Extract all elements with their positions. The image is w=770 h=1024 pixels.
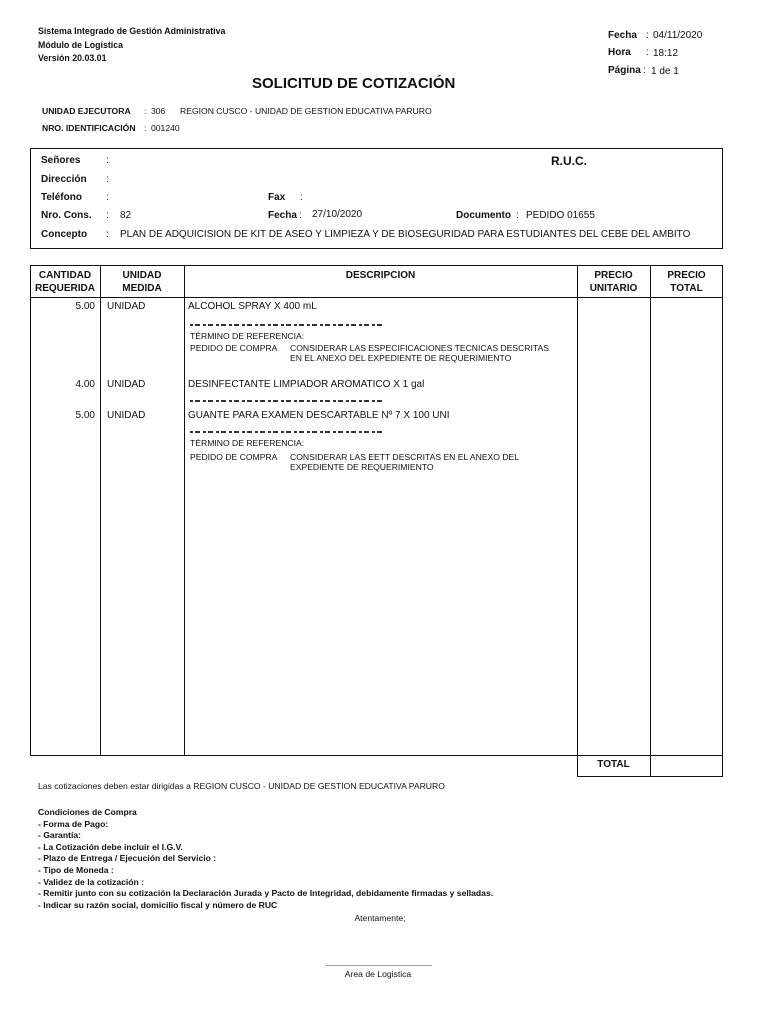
nro-identificacion-label: NRO. IDENTIFICACIÓN <box>42 123 136 133</box>
field-separator: : <box>106 229 109 240</box>
total-label: TOTAL <box>597 759 630 770</box>
nro-identificacion-value: 001240 <box>151 123 180 133</box>
column-header-line: PRECIO <box>667 270 706 281</box>
clipped-text-fragment <box>190 400 383 402</box>
addressed-to-note: Las cotizaciones deben estar dirigidas a REGION CUSCO - UNIDAD DE GESTION EDUCATIVA PARURO <box>38 781 445 791</box>
column-header-unidad <box>100 265 184 297</box>
item-note-text: CONSIDERAR LAS ESPECIFICACIONES TECNICAS DESCRITAS <box>290 343 549 353</box>
item-note-label: PEDIDO DE COMPRA <box>190 452 278 462</box>
item-unit: UNIDAD <box>107 410 146 421</box>
column-header-precio-total <box>650 265 723 297</box>
signature-label: Area de Logistica <box>344 969 412 979</box>
item-description: GUANTE PARA EXAMEN DESCARTABLE Nº 7 X 100 UNI <box>188 410 450 421</box>
condition-item: - Validez de la cotización : <box>38 876 145 887</box>
fax-label: Fax <box>268 192 286 203</box>
field-separator: : <box>516 210 519 221</box>
condition-item: - La Cotización debe incluir el I.G.V. <box>38 841 183 852</box>
nro-cons-value: 82 <box>120 210 132 221</box>
item-note-title: TÉRMINO DE REFERENCIA: <box>190 438 305 448</box>
condition-item: - Tipo de Moneda : <box>38 864 114 875</box>
item-unit: UNIDAD <box>107 379 146 390</box>
meta-separator: : <box>643 65 646 76</box>
field-separator: : <box>300 192 303 203</box>
meta-time-value: 18:12 <box>653 48 679 59</box>
documento-label: Documento <box>456 210 511 221</box>
condition-item: - Remitir junto con su cotización la Declaración Jurada y Pacto de Integridad, debidamente firmadas y selladas. <box>38 888 494 899</box>
item-note-title: TÉRMINO DE REFERENCIA: <box>190 331 305 341</box>
item-note-text: CONSIDERAR LAS EETT DESCRITAS EN EL ANEXO DEL <box>290 452 520 462</box>
column-header-precio-unitario <box>577 265 650 297</box>
condition-item: - Indicar su razón social, domicilio fiscal y número de RUC <box>38 899 278 910</box>
column-header-line: TOTAL <box>670 283 703 294</box>
clipped-text-fragment <box>190 324 383 326</box>
column-header-line: CANTIDAD <box>38 270 92 281</box>
condition-item: - Forma de Pago: <box>38 818 109 829</box>
concepto-value: PLAN DE ADQUICISION DE KIT DE ASEO Y LIMPIEZA Y DE BIOSEGURIDAD PARA ESTUDIANTES DEL CEBE DEL AMBITO <box>120 229 691 240</box>
clipped-text-fragment <box>190 431 383 433</box>
condition-item: - Plazo de Entrega / Ejecución del Servicio : <box>38 853 217 864</box>
ruc-label: R.U.C. <box>551 154 587 168</box>
item-note-text: EXPEDIENTE DE REQUERIMIENTO <box>290 462 434 472</box>
unidad-ejecutora-label: UNIDAD EJECUTORA <box>42 106 131 116</box>
column-divider <box>577 265 578 776</box>
conditions-title: Condiciones de Compra <box>38 807 137 817</box>
unidad-ejecutora-code: 306 <box>151 106 166 116</box>
column-header-line: UNITARIO <box>589 283 638 294</box>
version-label: Versión 20.03.01 <box>38 53 107 63</box>
field-separator: : <box>106 174 109 185</box>
column-header-line: UNIDAD <box>122 270 162 281</box>
document-title: SOLICITUD DE COTIZACIÓN <box>252 75 456 92</box>
field-separator: : <box>299 210 302 221</box>
module-name: Módulo de Logística <box>38 40 124 50</box>
condition-item: - Garantía: <box>38 830 81 841</box>
item-note-text: EN EL ANEXO DEL EXPEDIENTE DE REQUERIMIENTO <box>290 353 512 363</box>
senores-label: Señores <box>41 155 81 166</box>
column-header-line: DESCRIPCION <box>345 270 416 281</box>
item-quantity: 4.00 <box>75 379 95 390</box>
meta-separator: : <box>646 30 649 41</box>
fecha-label: Fecha <box>268 210 297 221</box>
meta-separator: : <box>646 47 649 58</box>
column-header-line: REQUERIDA <box>34 283 95 294</box>
item-description: ALCOHOL SPRAY X 400 mL <box>188 301 317 312</box>
item-unit: UNIDAD <box>107 301 146 312</box>
system-name: Sistema Integrado de Gestión Administrativa <box>38 26 226 36</box>
column-header-line: PRECIO <box>594 270 633 281</box>
meta-date-label: Fecha <box>608 30 637 41</box>
signature-line <box>326 965 432 966</box>
table-row <box>30 297 577 375</box>
documento-value: PEDIDO 01655 <box>526 210 595 221</box>
field-separator: : <box>144 106 147 116</box>
field-separator: : <box>106 192 109 203</box>
unidad-ejecutora-name: REGION CUSCO - UNIDAD DE GESTION EDUCATIVA PARURO <box>180 106 432 116</box>
field-separator: : <box>106 155 109 166</box>
field-separator: : <box>144 123 147 133</box>
field-separator: : <box>106 210 109 221</box>
concepto-label: Concepto <box>41 229 88 240</box>
telefono-label: Teléfono <box>41 192 82 203</box>
nro-cons-label: Nro. Cons. <box>41 210 92 221</box>
column-divider <box>650 265 651 776</box>
table-row <box>30 406 577 755</box>
item-description: DESINFECTANTE LIMPIADOR AROMATICO X 1 gal <box>188 379 425 390</box>
meta-date-value: 04/11/2020 <box>653 30 703 41</box>
fecha-value: 27/10/2020 <box>312 209 363 220</box>
column-header-descripcion <box>184 265 577 297</box>
direccion-label: Dirección <box>41 174 87 185</box>
column-header-line: MEDIDA <box>122 283 162 294</box>
meta-time-label: Hora <box>608 47 631 58</box>
item-quantity: 5.00 <box>75 301 95 312</box>
column-header-cantidad <box>30 265 100 297</box>
table-row <box>30 375 577 406</box>
purchase-conditions <box>38 807 493 911</box>
item-note-label: PEDIDO DE COMPRA <box>190 343 278 353</box>
item-quantity: 5.00 <box>75 410 95 421</box>
closing-text: Atentamente; <box>354 913 406 923</box>
meta-page-label: Página <box>608 65 641 76</box>
meta-page-value: 1 de 1 <box>651 66 679 77</box>
